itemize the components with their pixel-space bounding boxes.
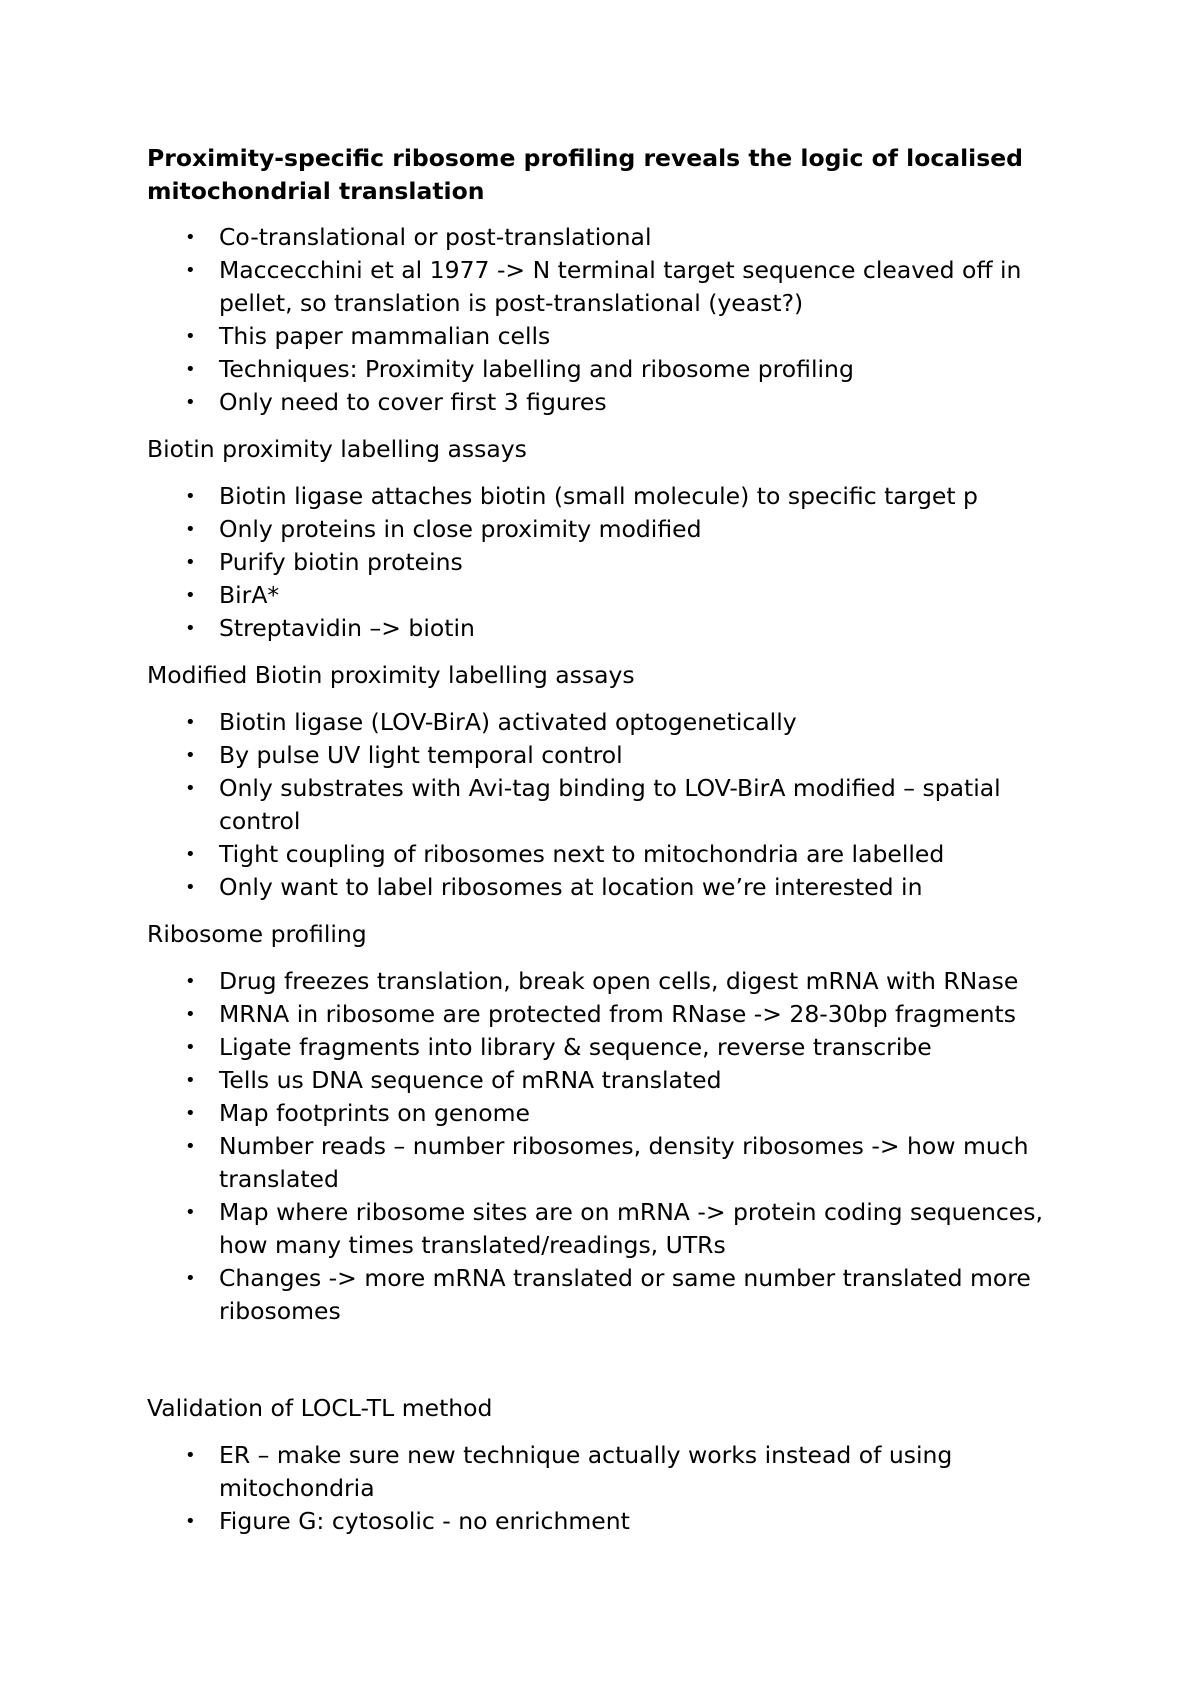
- list-item: [147, 386, 1087, 419]
- bullet-icon: •: [185, 778, 196, 799]
- list-item-text: Only want to label ribosomes at location we’re interested in: [219, 873, 923, 901]
- list-item: [147, 1439, 1087, 1505]
- list-item-text: Tight coupling of ribosomes next to mitochondria are labelled: [219, 840, 945, 868]
- list-item: [147, 1262, 1087, 1328]
- list-item-text: Co-translational or post-translational: [219, 223, 652, 251]
- bullet-icon: •: [185, 844, 196, 865]
- list-item: [147, 1196, 1087, 1262]
- list-item-text: Techniques: Proximity labelling and ribosome profiling: [219, 355, 854, 383]
- bullet-icon: •: [185, 971, 196, 992]
- list-item-text: Biotin ligase attaches biotin (small molecule) to specific target p: [219, 482, 978, 510]
- bullet-icon: •: [185, 227, 196, 248]
- bullet-icon: •: [185, 1004, 196, 1025]
- bullet-icon: •: [185, 1070, 196, 1091]
- list-item: [147, 772, 1087, 838]
- bullet-icon: •: [185, 1268, 196, 1289]
- section-heading-ribosome-profiling: Ribosome profiling: [147, 920, 367, 948]
- list-item-text: Biotin ligase (LOV-BirA) activated optogenetically: [219, 708, 797, 736]
- list-item-text: MRNA in ribosome are protected from RNase -> 28-30bp fragments: [219, 1000, 1016, 1028]
- list-item-text: This paper mammalian cells: [219, 322, 551, 350]
- list-item-text: Figure G: cytosolic - no enrichment: [219, 1507, 630, 1535]
- list-item-text: BirA*: [219, 581, 280, 609]
- list-item: [147, 838, 1087, 871]
- blank-line: [147, 1342, 1087, 1392]
- document-title: Proximity-specific ribosome profiling reveals the logic of localised mitochondrial translation: [147, 144, 1023, 205]
- list-item: [147, 513, 1087, 546]
- list-item-text: Tells us DNA sequence of mRNA translated: [219, 1066, 722, 1094]
- bullet-icon: •: [185, 1136, 196, 1157]
- list-item: [147, 998, 1087, 1031]
- list-item-text: Number reads – number ribosomes, density ribosomes -> how much translated: [219, 1132, 1029, 1193]
- list-item-text: By pulse UV light temporal control: [219, 741, 623, 769]
- bullet-icon: •: [185, 260, 196, 281]
- section-heading-validation: Validation of LOCL-TL method: [147, 1394, 493, 1422]
- biotin-assays-list: [147, 480, 1087, 645]
- intro-list: [147, 221, 1087, 419]
- bullet-icon: •: [185, 326, 196, 347]
- document-page: [147, 142, 1087, 1552]
- list-item-text: Changes -> more mRNA translated or same number translated more ribosomes: [219, 1264, 1031, 1325]
- list-item: [147, 353, 1087, 386]
- modified-biotin-assays-list: [147, 706, 1087, 904]
- list-item-text: Only substrates with Avi-tag binding to LOV-BirA modified – spatial control: [219, 774, 1001, 835]
- list-item-text: Map where ribosome sites are on mRNA -> protein coding sequences, how many times translated/readings, UTRs: [219, 1198, 1043, 1259]
- list-item: [147, 546, 1087, 579]
- bullet-icon: •: [185, 1445, 196, 1466]
- list-item: [147, 871, 1087, 904]
- list-item: [147, 1031, 1087, 1064]
- bullet-icon: •: [185, 745, 196, 766]
- list-item: [147, 706, 1087, 739]
- validation-list: [147, 1439, 1087, 1538]
- list-item-text: Map footprints on genome: [219, 1099, 530, 1127]
- list-item-text: Only proteins in close proximity modified: [219, 515, 702, 543]
- list-item: [147, 221, 1087, 254]
- ribosome-profiling-list: [147, 965, 1087, 1328]
- bullet-icon: •: [185, 392, 196, 413]
- list-item-text: Streptavidin –> biotin: [219, 614, 475, 642]
- list-item: [147, 254, 1087, 320]
- bullet-icon: •: [185, 359, 196, 380]
- bullet-icon: •: [185, 519, 196, 540]
- list-item-text: Only need to cover first 3 figures: [219, 388, 607, 416]
- list-item: [147, 320, 1087, 353]
- list-item: [147, 579, 1087, 612]
- list-item: [147, 1097, 1087, 1130]
- list-item: [147, 739, 1087, 772]
- list-item: [147, 480, 1087, 513]
- bullet-icon: •: [185, 486, 196, 507]
- bullet-icon: •: [185, 552, 196, 573]
- section-heading-modified-biotin-assays: Modified Biotin proximity labelling assays: [147, 661, 635, 689]
- list-item-text: Ligate fragments into library & sequence, reverse transcribe: [219, 1033, 932, 1061]
- section-heading-biotin-assays: Biotin proximity labelling assays: [147, 435, 527, 463]
- list-item-text: Maccecchini et al 1977 -> N terminal target sequence cleaved off in pellet, so translation is post-translational (yeast?): [219, 256, 1022, 317]
- list-item-text: Drug freezes translation, break open cells, digest mRNA with RNase: [219, 967, 1019, 995]
- list-item: [147, 1130, 1087, 1196]
- bullet-icon: •: [185, 1037, 196, 1058]
- list-item: [147, 612, 1087, 645]
- list-item: [147, 1505, 1087, 1538]
- list-item-text: ER – make sure new technique actually works instead of using mitochondria: [219, 1441, 953, 1502]
- bullet-icon: •: [185, 1103, 196, 1124]
- list-item: [147, 965, 1087, 998]
- bullet-icon: •: [185, 877, 196, 898]
- bullet-icon: •: [185, 1202, 196, 1223]
- bullet-icon: •: [185, 1511, 196, 1532]
- bullet-icon: •: [185, 618, 196, 639]
- bullet-icon: •: [185, 712, 196, 733]
- list-item: [147, 1064, 1087, 1097]
- list-item-text: Purify biotin proteins: [219, 548, 463, 576]
- bullet-icon: •: [185, 585, 196, 606]
